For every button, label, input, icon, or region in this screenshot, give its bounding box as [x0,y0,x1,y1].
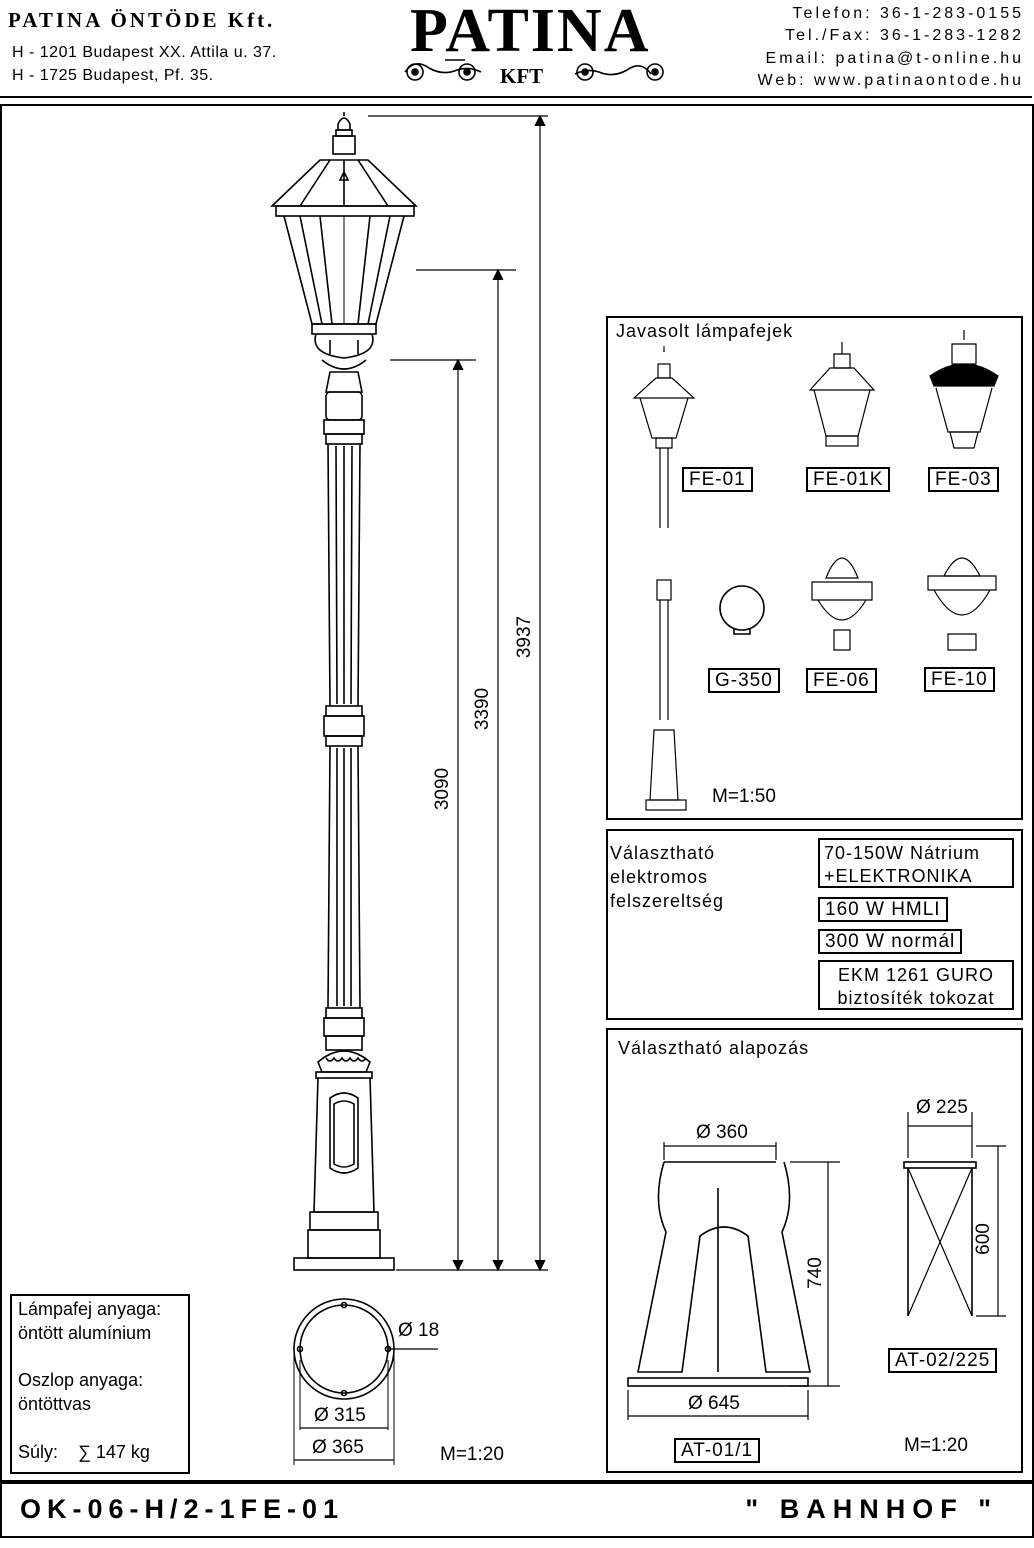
pole-material-value: öntöttvas [18,1394,92,1414]
fax: Tel./Fax: 36-1-283-1282 [785,27,1024,44]
tag-fe-01k: FE-01K [806,467,890,492]
product-name: " BAHNHOF " [745,1494,998,1524]
electrical-title-1: Választható [610,843,716,863]
logo-scroll-right [575,64,663,80]
electrical-title-2: elektromos [610,867,709,887]
tag-at-02: AT-02/225 [888,1348,997,1373]
pole-material-label: Oszlop anyaga: [18,1370,144,1390]
email[interactable]: Email: patina@t-online.hu [765,50,1024,67]
at01-bottom-diameter: Ø 645 [688,1393,740,1414]
at02-foundation-drawing [904,1112,1006,1316]
logo-subtext: KFT [500,64,544,88]
product-code: OK-06-H/2-1FE-01 [20,1494,345,1524]
tag-at-01: AT-01/1 [674,1438,760,1463]
option-normal: 300 W normál [818,929,962,954]
option-hmli: 160 W HMLI [818,897,948,922]
tag-fe-06: FE-06 [806,668,877,693]
at02-height: 600 [972,1223,994,1255]
fe01-small-post [634,346,694,810]
heads-panel-title: Javasolt lámpafejek [616,321,794,341]
foundation-panel-title: Választható alapozás [618,1038,810,1058]
address-line-2: H - 1725 Budapest, Pf. 35. [12,67,214,84]
at01-top-diameter: Ø 360 [696,1122,748,1143]
option-fuse-box [818,960,1014,1010]
height-total-label: 3937 [514,615,536,659]
height-dimensions [368,116,548,1270]
head-material-value: öntött alumínium [18,1323,152,1343]
tag-g-350: G-350 [708,668,780,693]
fe10-drawing [928,558,996,650]
weight-value: ∑ 147 kg [78,1442,150,1462]
address-line-1: H - 1201 Budapest XX. Attila u. 37. [12,44,277,61]
tag-fe-03: FE-03 [928,467,999,492]
option-fuse-line-2: biztosíték tokozat [837,988,995,1008]
tag-fe-01: FE-01 [682,467,753,492]
weight-label: Súly: [18,1442,59,1462]
heads-scale-label: M=1:50 [712,786,776,807]
height-head-label: 3390 [472,687,494,731]
website[interactable]: Web: www.patinaontode.hu [757,72,1024,89]
g350-drawing [720,586,764,634]
fe06-drawing [812,558,872,650]
main-scale-label: M=1:20 [440,1444,504,1465]
logo-scroll-left [405,60,481,80]
at02-top-diameter: Ø 225 [916,1097,968,1118]
head-material-label: Lámpafej anyaga: [18,1299,162,1319]
option-natrium-line-1: 70-150W Nátrium [824,843,981,863]
phone: Telefon: 36-1-283-0155 [792,5,1024,22]
electrical-title-3: felszereltség [610,891,725,911]
tag-fe-10: FE-10 [924,667,995,692]
option-fuse-line-1: EKM 1261 GURO [837,965,995,985]
height-post-label: 3090 [432,767,454,811]
at01-height: 740 [804,1257,826,1289]
option-natrium [818,838,1014,888]
inner-diameter-label: Ø 315 [314,1405,366,1426]
fe03-drawing [930,330,998,448]
company-name: PATINA ÖNTÖDE Kft. [8,8,276,32]
option-natrium-line-2: +ELEKTRONIKA [824,866,973,886]
fe01k-drawing [810,342,874,446]
logo-text: PATINA [410,0,651,65]
foundation-scale-label: M=1:20 [904,1435,968,1456]
bolt-diameter-label: Ø 18 [398,1320,440,1341]
lamp-post-drawing [272,112,416,1270]
outer-diameter-label: Ø 365 [312,1437,364,1458]
